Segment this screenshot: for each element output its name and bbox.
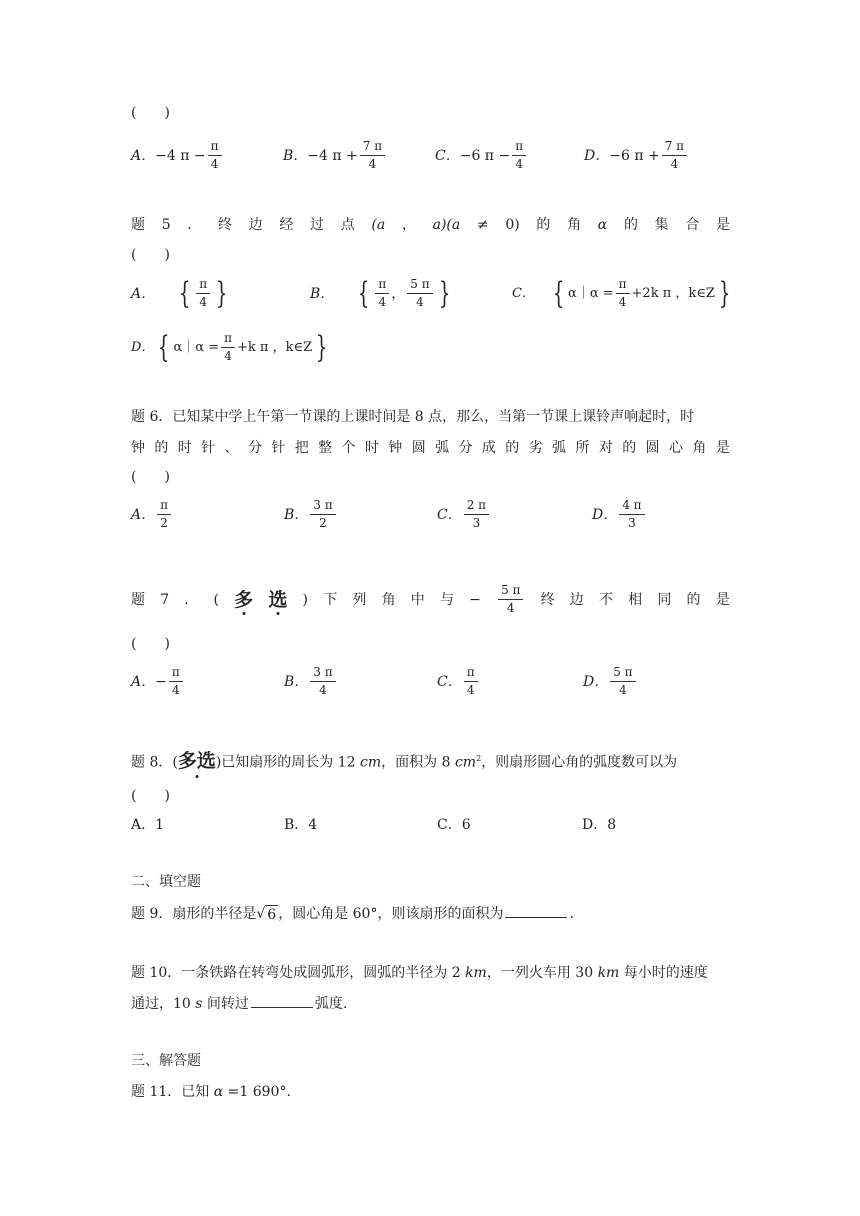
q7-option-c: C． $\frac{\pi}{4}$ — [437, 666, 480, 697]
q6-paren: ( ) — [131, 469, 170, 485]
q7-option-a: A． − $\frac{\pi}{4}$ — [131, 666, 185, 697]
fraction: $\frac{5 \pi}{4}$ — [498, 584, 523, 615]
q5-option-a: A． { $\frac{\pi}{4}$ } — [131, 275, 228, 311]
fraction: $\frac{\pi}{4}$ — [208, 140, 222, 171]
q5-option-c: C． { α｜α = $\frac{\pi}{4}$ +2k π ，k∈Z } — [512, 275, 731, 311]
answer-blank — [505, 905, 567, 918]
fraction: $\frac{\pi}{4}$ — [464, 666, 478, 697]
fraction: $\frac{\pi}{4}$ — [169, 666, 183, 697]
fraction: $\frac{\pi}{4}$ — [375, 278, 389, 309]
q8-option-a: A．1 — [131, 817, 165, 833]
q10-line1: 题 10．一条铁路在转弯处成圆弧形，圆弧的半径为 2 km，一列火车用 30 km 每小时的速度 — [131, 965, 708, 981]
section-solve-heading: 三、解答题 — [131, 1053, 201, 1069]
q11-stem: 题 11．已知 α =1 690°. — [131, 1084, 291, 1100]
q8-option-c: C．6 — [437, 817, 471, 833]
multi-select-tag: 多选 — [178, 750, 216, 772]
q10-line2: 通过，10 s 间转过 弧度. — [131, 996, 348, 1012]
q7-paren: ( ) — [131, 636, 170, 652]
fraction: $\frac{2 \pi}{3}$ — [464, 499, 489, 530]
fraction: $\frac{4 \pi}{3}$ — [619, 499, 644, 530]
q6-line2: 钟 的 时 针 、 分 针 把 整 个 时 钟 圆 弧 分 成 的 劣 弧 所 对 的 圆 心 角 是 — [131, 440, 730, 456]
q6-option-a: A． $\frac{\pi}{2}$ — [131, 499, 173, 530]
q6-option-d: D． $\frac{4 \pi}{3}$ — [592, 499, 647, 530]
q8-paren: ( ) — [131, 788, 170, 804]
fraction: $\frac{5 \pi}{4}$ — [610, 666, 635, 697]
fraction: $\frac{\pi}{2}$ — [157, 499, 171, 530]
fraction: $\frac{\pi}{4}$ — [512, 140, 526, 171]
fraction: $\frac{5 \pi}{4}$ — [407, 278, 432, 309]
fraction: $\frac{\pi}{4}$ — [616, 278, 630, 309]
q8-stem: 题 8．(多选 )已知扇形的周长为 12 cm，面积为 8 $cm^2$，则扇形圆心角的弧度数可以为 — [131, 750, 677, 772]
fraction: $\frac{7 \pi}{4}$ — [662, 140, 687, 171]
fraction: $\frac{\pi}{4}$ — [221, 332, 235, 363]
q7-stem: 题 7 ． ( 多 选 ) 下 列 角 中 与 − $\frac{5 \pi}{4}$ 终 边 不 相 同 的 是 — [131, 583, 730, 615]
q5-paren: ( ) — [131, 247, 170, 263]
q5-stem: 题 5 ． 终 边 经 过 点 (a ， a)(a ≠ 0) 的 角 α 的 集 合 是 — [131, 217, 730, 233]
fraction: $\frac{\pi}{4}$ — [196, 278, 210, 309]
q6-option-c: C． $\frac{2 \pi}{3}$ — [437, 499, 491, 530]
fraction: $\frac{3 \pi}{2}$ — [310, 499, 335, 530]
multi-select-tag: 多 — [234, 591, 253, 609]
fraction: $\frac{7 \pi}{4}$ — [360, 140, 385, 171]
answer-blank — [251, 995, 313, 1008]
q8-option-b: B．4 — [284, 817, 318, 833]
q4-option-d: D． −6 π + $\frac{7 \pi}{4}$ — [584, 140, 689, 171]
q6-line1: 题 6．已知某中学上午第一节课的上课时间是 8 点，那么，当第一节课上课铃声响起时，时 — [131, 409, 695, 425]
q4-option-b: B． −4 π + $\frac{7 \pi}{4}$ — [283, 140, 387, 171]
q4-option-a: A． −4 π − $\frac{\pi}{4}$ — [131, 140, 224, 171]
q9-stem: 题 9．扇形的半径是√ 6 ，圆心角是 60°，则该扇形的面积为 . — [131, 906, 574, 923]
q5-option-b: B． { $\frac{\pi}{4}$ ， $\frac{5 \pi}{4}$ } — [310, 275, 450, 311]
section-fill-blank-heading: 二、填空题 — [131, 874, 201, 890]
q7-option-b: B． $\frac{3 \pi}{4}$ — [284, 666, 338, 697]
fraction: $\frac{3 \pi}{4}$ — [310, 666, 335, 697]
q5-option-d: D． { α｜α = $\frac{\pi}{4}$ +k π ，k∈Z } — [131, 329, 328, 365]
sqrt-expression: √ 6 — [256, 906, 277, 923]
q7-option-d: D． $\frac{5 \pi}{4}$ — [583, 666, 638, 697]
q6-option-b: B． $\frac{3 \pi}{2}$ — [284, 499, 338, 530]
q4-paren: ( ) — [131, 105, 170, 121]
q4-option-c: C． −6 π − $\frac{\pi}{4}$ — [435, 140, 528, 171]
q8-option-d: D．8 — [582, 817, 617, 833]
